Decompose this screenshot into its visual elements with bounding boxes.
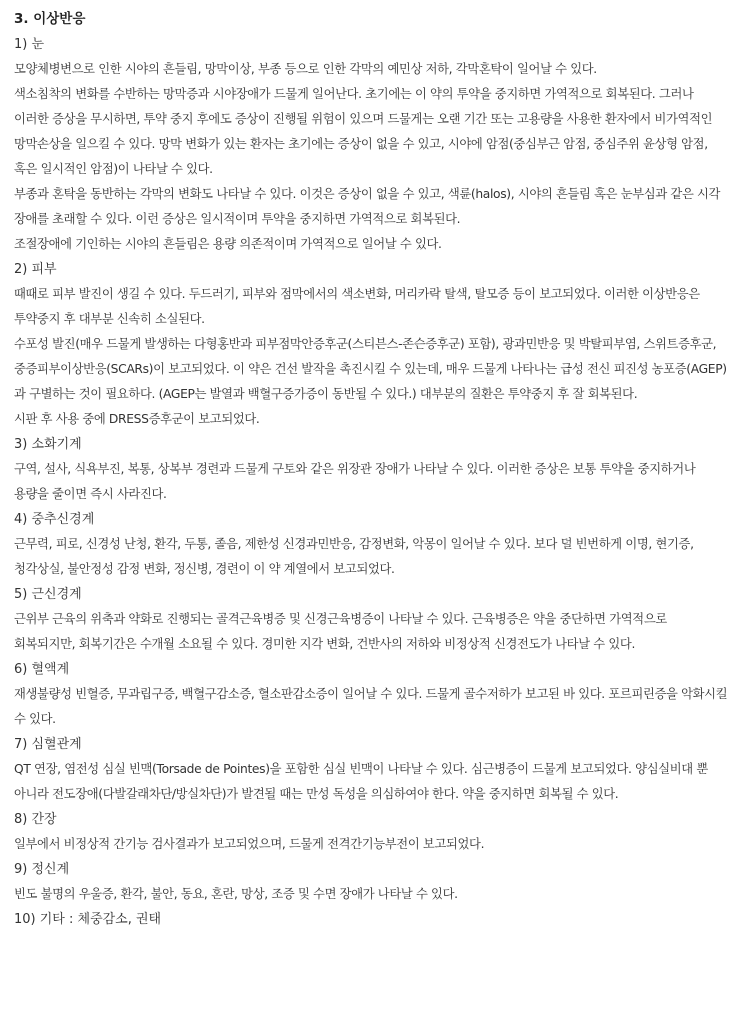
subsection-heading: 1) 눈 <box>14 37 45 52</box>
subsection-heading: 7) 심혈관계 <box>14 737 82 752</box>
paragraph: 때때로 피부 발진이 생길 수 있다. 두드러기, 피부와 점막에서의 색소변화, 머리카락 탈색, 탈모증 등이 보고되었다. 이러한 이상반응은 투약중지 후 대부분 신속히 소실된다. <box>14 287 700 326</box>
paragraph: 수포성 발진(매우 드물게 발생하는 다형홍반과 피부점막안증후군(스티븐스-존슨증후군) 포함), 광과민반응 및 박탈피부염, 스위트증후군, 중증피부이상반응(SCARs)이 보고되었다. 이 약은 건선 발작을 촉진시킬 수 있는데, 매우 드물게 나타나는 급성 전신 피진성 농포증(AGEP)과 구별하는 것이 필요하다. (AGEP는 발열과 백혈구증가증이 동반될 수 있다.) 대부분의 질환은 투약중지 후 잘 회복된다. <box>14 337 727 401</box>
paragraph: 조절장애에 기인하는 시야의 흔들림은 용량 의존적이며 가역적으로 일어날 수 있다. <box>14 237 442 251</box>
subsection-heading: 3) 소화기계 <box>14 437 82 452</box>
sections-container <box>14 32 728 932</box>
subsection-heading: 5) 근신경계 <box>14 587 82 602</box>
paragraph: 일부에서 비정상적 간기능 검사결과가 보고되었으며, 드물게 전격간기능부전이 보고되었다. <box>14 837 485 851</box>
paragraph: 부종과 혼탁을 동반하는 각막의 변화도 나타날 수 있다. 이것은 증상이 없을 수 있고, 색륜(halos), 시야의 흔들림 혹은 눈부심과 같은 시각 장애를 초래할 수 있다. 이런 증상은 일시적이며 투약을 중지하면 가역적으로 회복된다. <box>14 187 721 226</box>
paragraph: 근무력, 피로, 신경성 난청, 환각, 두통, 졸음, 제한성 신경과민반응, 감정변화, 악몽이 일어날 수 있다. 보다 덜 빈번하게 이명, 현기증, 청각상실, 불안정성 감정 변화, 정신병, 경련이 이 약 계열에서 보고되었다. <box>14 537 694 576</box>
subsection-heading: 4) 중추신경계 <box>14 512 95 527</box>
paragraph: 재생불량성 빈혈증, 무과립구증, 백혈구감소증, 혈소판감소증이 일어날 수 있다. 드물게 골수저하가 보고된 바 있다. 포르피린증을 악화시킬 수 있다. <box>14 687 728 726</box>
section-title: 3. 이상반응 <box>14 11 86 27</box>
paragraph: 시판 후 사용 중에 DRESS증후군이 보고되었다. <box>14 412 260 426</box>
subsection-heading: 2) 피부 <box>14 262 57 277</box>
subsection-heading: 8) 간장 <box>14 812 57 827</box>
paragraph: 구역, 설사, 식욕부진, 복통, 상복부 경련과 드물게 구토와 같은 위장관 장애가 나타날 수 있다. 이러한 증상은 보통 투약을 중지하거나 용량을 줄이면 즉시 사라진다. <box>14 462 696 501</box>
subsection-heading: 10) 기타 : 체중감소, 권태 <box>14 912 162 927</box>
subsection-heading: 6) 혈액계 <box>14 662 70 677</box>
paragraph: 빈도 불명의 우울증, 환각, 불안, 동요, 혼란, 망상, 조증 및 수면 장애가 나타날 수 있다. <box>14 887 458 901</box>
subsection-heading: 9) 정신계 <box>14 862 70 877</box>
paragraph: 색소침착의 변화를 수반하는 망막증과 시야장애가 드물게 일어난다. 초기에는 이 약의 투약을 중지하면 가역적으로 회복된다. 그러나 이러한 증상을 무시하면, 투약 중지 후에도 증상이 진행될 위험이 있으며 드물게는 오랜 기간 또는 고용량을 사용한 환자에서 비가역적인 망막손상을 일으킬 수 있다. 망막 변화가 있는 환자는 초기에는 증상이 없을 수 있고, 시야에 암점(중심부근 암점, 중심주위 윤상형 암점, 혹은 일시적인 암점)이 나타날 수 있다. <box>14 87 713 176</box>
paragraph: QT 연장, 염전성 심실 빈맥(Torsade de Pointes)을 포함한 심실 빈맥이 나타날 수 있다. 심근병증이 드물게 보고되었다. 양심실비대 뿐 아니라 전도장애(다발갈래차단/방실차단)가 발견될 때는 만성 독성을 의심하여야 한다. 약을 중지하면 회복될 수 있다. <box>14 762 708 801</box>
paragraph: 모양체병변으로 인한 시야의 흔들림, 망막이상, 부종 등으로 인한 각막의 예민상 저하, 각막혼탁이 일어날 수 있다. <box>14 62 597 76</box>
paragraph: 근위부 근육의 위축과 약화로 진행되는 골격근육병증 및 신경근육병증이 나타날 수 있다. 근육병증은 약을 중단하면 가역적으로 회복되지만, 회복기간은 수개월 소요될 수 있다. 경미한 지각 변화, 건반사의 저하와 비정상적 신경전도가 나타날 수 있다. <box>14 612 667 651</box>
